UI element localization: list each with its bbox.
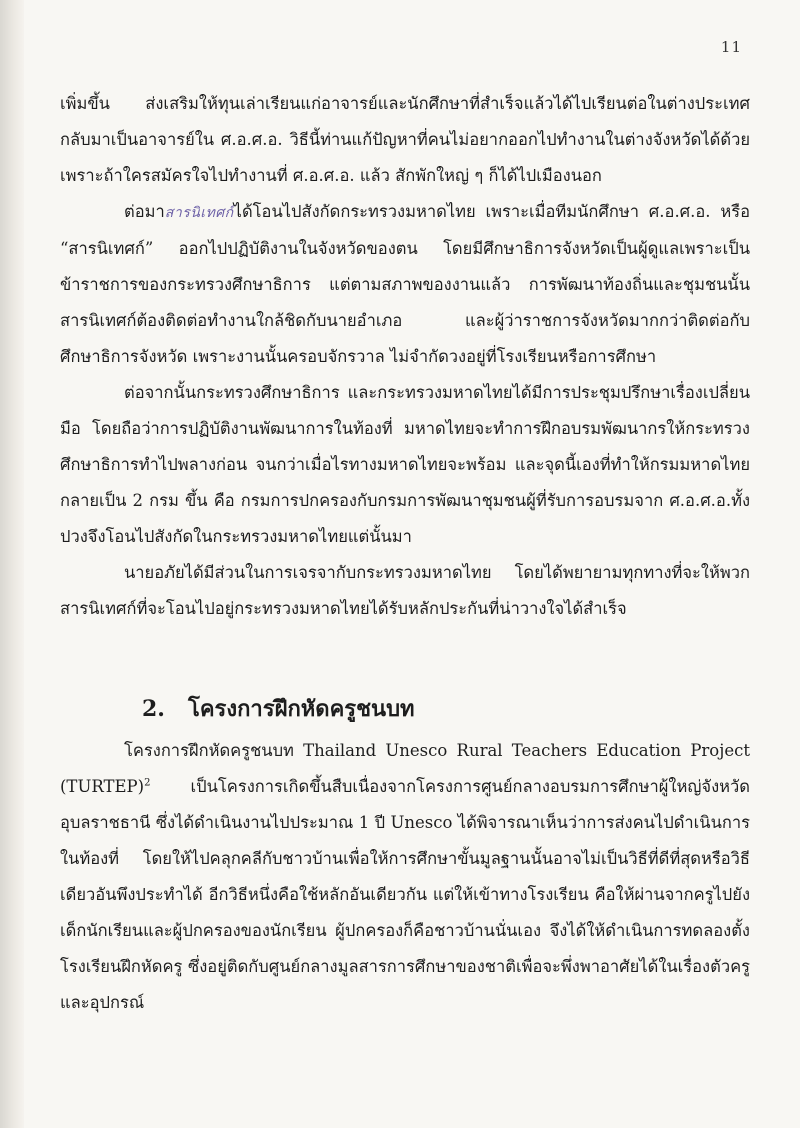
- handwritten-annotation: สารนิเทศก์: [164, 205, 234, 221]
- section-body-paragraph: [60, 733, 750, 1021]
- section-body-text-rest: เป็นโครงการเกิดขึ้นสืบเนื่องจากโครงการศูนย์กลางอบรมการศึกษาผู้ใหญ่จังหวัดอุบลราชธานี ซึ่งได้ดำเนินงานไปประมาณ 1 ปี Unesco ได้พิจารณาเห็นว่าการส่งคนไปดำเนินการในท้องที่ โดยให้ไปคลุกคลีกับชาวบ้านเพื่อให้การศึกษาขั้นมูลฐานนั้นอาจไม่เป็นวิธีที่ดีที่สุดหรือวิธีเดียวอันพึงประทำได้ อีกวิธีหนึ่งคือใช้หลักอันเดียวกัน แต่ให้เข้าทางโรงเรียน คือให้ผ่านจากครูไปยังเด็กนักเรียนและผู้ปกครองของนักเรียน ผู้ปกครองก็คือชาวบ้านนั่นเอง จึงได้ให้ดำเนินการทดลองตั้งโรงเรียนฝึกหัดครู ซึ่งอยู่ติดกับศูนย์กลางมูลสารการศึกษาของชาติเพื่อจะพึ่งพาอาศัยได้ในเรื่องตัวครูและอุปกรณ์: [60, 777, 750, 1012]
- paragraph-transfer-ministry: [60, 194, 750, 375]
- page-number: 11: [720, 38, 742, 56]
- paragraph-negotiation: นายอภัยได้มีส่วนในการเจรจากับกระทรวงมหาดไทย โดยได้พยายามทุกทางที่จะให้พวกสารนิเทศก์ที่จะโอนไปอยู่กระทรวงมหาดไทยได้รับหลักประกันที่น่าวางใจได้สำเร็จ: [60, 563, 750, 618]
- section-title: โครงการฝึกหัดครูชนบท: [188, 696, 415, 722]
- page-content: [60, 86, 750, 1021]
- paragraph-ministry-meeting: ต่อจากนั้นกระทรวงศึกษาธิการ และกระทรวงมหาดไทยได้มีการประชุมปรึกษาเรื่องเปลี่ยนมือ โดยถือว่าการปฏิบัติงานพัฒนาการในท้องที่ มหาดไทยจะทำการฝึกอบรมพัฒนากรให้กระทรวงศึกษาธิการทำไปพลางก่อน จนกว่าเมื่อไรทางมหาดไทยจะพร้อม และจุดนี้เองที่ทำให้กรมมหาดไทยกลายเป็น 2 กรม ขึ้น คือ กรมการปกครองกับกรมการพัฒนาชุมชนผู้ที่รับการอบรมจาก ศ.อ.ศ.อ.ทั้งปวงจึงโอนไปสังกัดในกระทรวงมหาดไทยแต่นั้นมา: [60, 383, 750, 546]
- paragraph-text-after-annotation: ได้โอนไปสังกัดกระทรวงมหาดไทย เพราะเมื่อทีมนักศึกษา ศ.อ.ศ.อ. หรือ “สารนิเทศก์” ออกไปปฏิบัติงานในจังหวัดของตน โดยมีศึกษาธิการจังหวัดเป็นผู้ดูแลเพราะเป็นข้าราชการของกระทรวงศึกษาธิการ แต่ตามสภาพของงานแล้ว การพัฒนาท้องถิ่นและชุมชนนั้นสารนิเทศก์ต้องติดต่อทำงานใกล้ชิดกับนายอำเภอ และผู้ว่าราชการจังหวัดมากกว่าติดต่อกับศึกษาธิการจังหวัด เพราะงานนั้นครอบจักรวาล ไม่จำกัดวงอยู่ที่โรงเรียนหรือการศึกษา: [60, 202, 750, 366]
- section-heading: [60, 689, 750, 729]
- document-page: [24, 0, 800, 1128]
- book-binding-shadow: [0, 0, 24, 1128]
- footnote-reference: 2: [144, 777, 151, 789]
- section-number: 2.: [142, 696, 165, 722]
- paragraph-continuation: เพิ่มขึ้น ส่งเสริมให้ทุนเล่าเรียนแก่อาจารย์และนักศึกษาที่สำเร็จแล้วได้ไปเรียนต่อในต่างประเทศกลับมาเป็นอาจารย์ใน ศ.อ.ศ.อ. วิธีนี้ท่านแก้ปัญหาที่คนไม่อยากออกไปทำงานในต่างจังหวัดได้ด้วย เพราะถ้าใครสมัครใจไปทำงานที่ ศ.อ.ศ.อ. แล้ว สักพักใหญ่ ๆ ก็ได้ไปเมืองนอก: [60, 94, 750, 185]
- section-body-text-start: โครงการฝึกหัดครูชนบท Thailand Unesco Rural Teachers Education Project (TURTEP): [60, 741, 750, 796]
- paragraph-text-before-annotation: ต่อมา: [124, 202, 165, 221]
